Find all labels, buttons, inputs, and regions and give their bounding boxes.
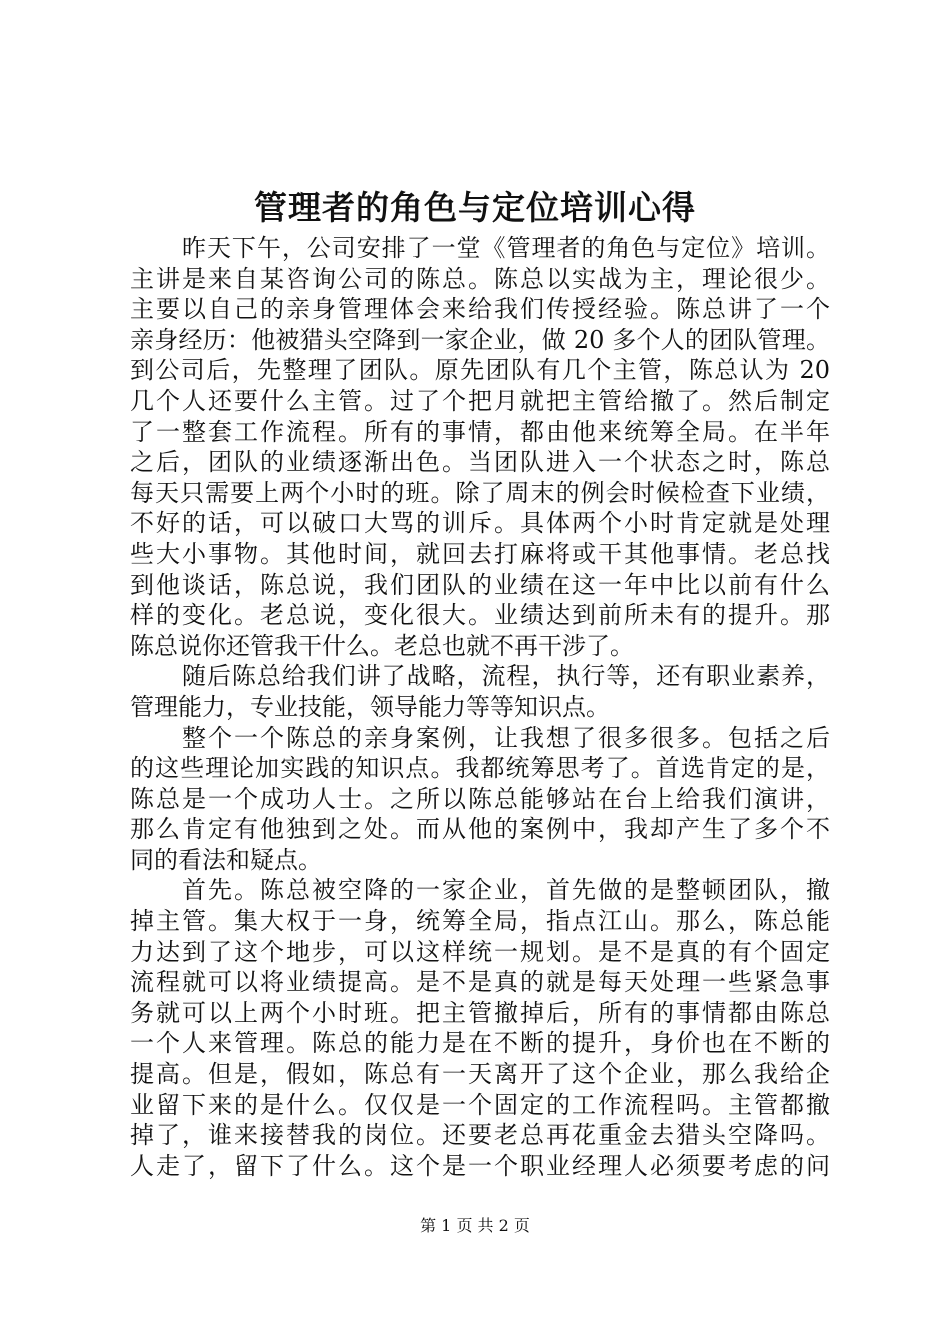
paragraph — [130, 661, 830, 722]
paragraph-line: 昨天下午，公司安排了一堂《管理者的角色与定位》培训。 — [182, 234, 830, 262]
paragraph-line: 掉主管。集大权于一身，统筹全局，指点江山。那么，陈总能 — [130, 907, 830, 936]
paragraph-line: 提高。但是，假如，陈总有一天离开了这个企业，那么我给企 — [130, 1060, 830, 1089]
paragraph-line: 务就可以上两个小时班。把主管撤掉后，所有的事情都由陈总 — [130, 998, 830, 1027]
paragraph-line: 主要以自己的亲身管理体会来给我们传授经验。陈总讲了一个 — [130, 295, 830, 324]
paragraph-line: 每天只需要上两个小时的班。除了周末的例会时候检查下业绩， — [130, 478, 830, 507]
paragraph-line: 些大小事物。其他时间，就回去打麻将或干其他事情。老总找 — [130, 539, 830, 568]
paragraph-line: 力达到了这个地步，可以这样统一规划。是不是真的有个固定 — [130, 937, 830, 966]
paragraph — [130, 233, 830, 661]
paragraph-line: 整个一个陈总的亲身案例，让我想了很多很多。包括之后 — [182, 723, 830, 752]
paragraph-line: 几个人还要什么主管。过了个把月就把主管给撤了。然后制定 — [130, 386, 830, 415]
paragraph-line: 业留下来的是什么。仅仅是一个固定的工作流程吗。主管都撤 — [130, 1090, 830, 1119]
paragraph-line: 了一整套工作流程。所有的事情，都由他来统筹全局。在半年 — [130, 417, 830, 446]
paragraph-line: 的这些理论加实践的知识点。我都统筹思考了。首选肯定的是， — [130, 754, 830, 783]
paragraph-line: 流程就可以将业绩提高。是不是真的就是每天处理一些紧急事 — [130, 968, 830, 997]
paragraph-line: 那么肯定有他独到之处。而从他的案例中，我却产生了多个不 — [130, 815, 830, 844]
paragraph-line: 一个人来管理。陈总的能力是在不断的提升，身价也在不断的 — [130, 1029, 830, 1058]
paragraph-line: 不好的话，可以破口大骂的训斥。具体两个小时肯定就是处理 — [130, 509, 830, 538]
paragraph — [130, 723, 830, 876]
document-title: 管理者的角色与定位培训心得 — [254, 188, 696, 227]
paragraph-line: 人走了，留下了什么。这个是一个职业经理人必须要考虑的问 — [130, 1151, 830, 1180]
paragraph-line: 同的看法和疑点。 — [130, 845, 322, 874]
paragraph-line: 主讲是来自某咨询公司的陈总。陈总以实战为主，理论很少。 — [130, 264, 830, 293]
paragraph — [130, 875, 830, 1181]
paragraph-line: 到公司后，先整理了团队。原先团队有几个主管，陈总认为 20 — [130, 356, 830, 385]
paragraph-line: 随后陈总给我们讲了战略，流程，执行等，还有职业素养， — [182, 662, 830, 691]
paragraph-line: 陈总是一个成功人士。之所以陈总能够站在台上给我们演讲， — [130, 784, 830, 813]
paragraph-line: 到他谈话，陈总说，我们团队的业绩在这一年中比以前有什么 — [130, 570, 830, 599]
paragraph-line: 之后，团队的业绩逐渐出色。当团队进入一个状态之时，陈总 — [130, 448, 830, 477]
paragraph-line: 陈总说你还管我干什么。老总也就不再干涉了。 — [130, 631, 634, 660]
document-body — [130, 233, 830, 1181]
paragraph-line: 管理能力，专业技能，领导能力等等知识点。 — [130, 692, 610, 721]
page-footer: 第 1 页 共 2 页 — [420, 1216, 530, 1235]
paragraph-line: 首先。陈总被空降的一家企业，首先做的是整顿团队，撤 — [182, 876, 830, 905]
paragraph-line: 掉了，谁来接替我的岗位。还要老总再花重金去猎头空降吗。 — [130, 1121, 830, 1150]
paragraph-line: 样的变化。老总说，变化很大。业绩达到前所未有的提升。那 — [130, 601, 830, 630]
paragraph-line: 亲身经历：他被猎头空降到一家企业，做 20 多个人的团队管理。 — [130, 325, 830, 354]
